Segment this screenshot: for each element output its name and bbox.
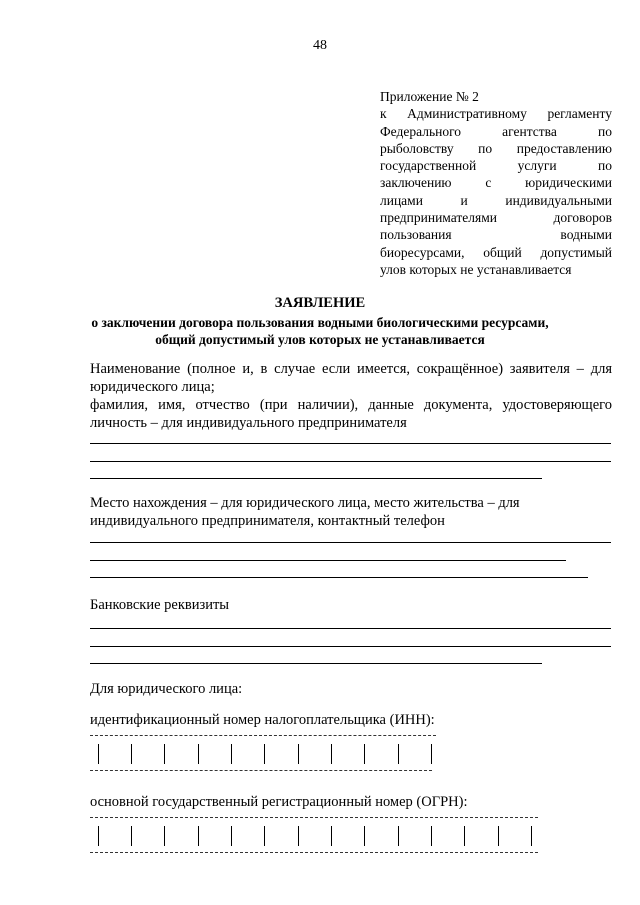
bank-label: Банковские реквизиты: [90, 597, 230, 613]
inn-cell-grid[interactable]: [98, 744, 438, 764]
ogrn-label: основной государственный регистрационный номер (ОГРН):: [90, 794, 468, 810]
inn-label: идентификационный номер налогоплательщика (ИНН):: [90, 712, 435, 728]
ogrn-cell-grid[interactable]: [98, 826, 538, 846]
name-label-ip: фамилия, имя, отчество (при наличии), данные документа, удостоверяющего личность – для индивидуального предпринимателя: [90, 397, 612, 431]
appendix-line: рыболовству по предоставлению: [380, 140, 612, 156]
ogrn-top-border: [90, 817, 538, 818]
location-fill-line-2[interactable]: [90, 560, 566, 561]
ogrn-bottom-border: [90, 852, 538, 853]
bank-fill-line-3[interactable]: [90, 663, 542, 664]
name-fill-line-3[interactable]: [90, 478, 542, 479]
appendix-line: биоресурсами, общий допустимый: [380, 244, 612, 260]
appendix-header: [380, 88, 612, 278]
legal-entity-label: Для юридического лица:: [90, 681, 243, 697]
appendix-line: предпринимателями договоров: [380, 210, 612, 226]
bank-fill-line-2[interactable]: [90, 646, 611, 647]
appendix-line: лицами и индивидуальными: [380, 192, 612, 208]
appendix-line: Приложение № 2: [380, 89, 479, 104]
location-fill-line-3[interactable]: [90, 577, 588, 578]
document-title: ЗАЯВЛЕНИЕ: [274, 295, 366, 311]
subtitle-line-1: о заключении договора пользования водными биологическими ресурсами,: [91, 315, 549, 330]
appendix-line: заключению с юридическими: [380, 175, 612, 191]
name-label: Наименование (полное и, в случае если имеется, сокращённое) заявителя – для юридического лица;: [90, 361, 612, 395]
document-subtitle: [0, 314, 640, 348]
name-fill-line-1[interactable]: [90, 443, 611, 444]
appendix-line: пользования водными: [380, 227, 612, 243]
location-fill-line-1[interactable]: [90, 542, 611, 543]
appendix-line: Федерального агентства по: [380, 123, 612, 139]
name-fill-line-2[interactable]: [90, 461, 611, 462]
subtitle-line-2: общий допустимый улов которых не устанавливается: [155, 332, 485, 347]
appendix-line: к Административному регламенту: [380, 106, 612, 122]
page-number: 48: [313, 38, 327, 53]
location-label: Место нахождения – для юридического лица, место жительства – для индивидуального предпринимателя, контактный телефон: [90, 495, 520, 529]
inn-bottom-border: [90, 770, 432, 771]
appendix-line: государственной услуги по: [380, 158, 612, 174]
inn-top-border: [90, 735, 436, 736]
appendix-line: улов которых не устанавливается: [380, 261, 572, 277]
bank-fill-line-1[interactable]: [90, 628, 611, 629]
